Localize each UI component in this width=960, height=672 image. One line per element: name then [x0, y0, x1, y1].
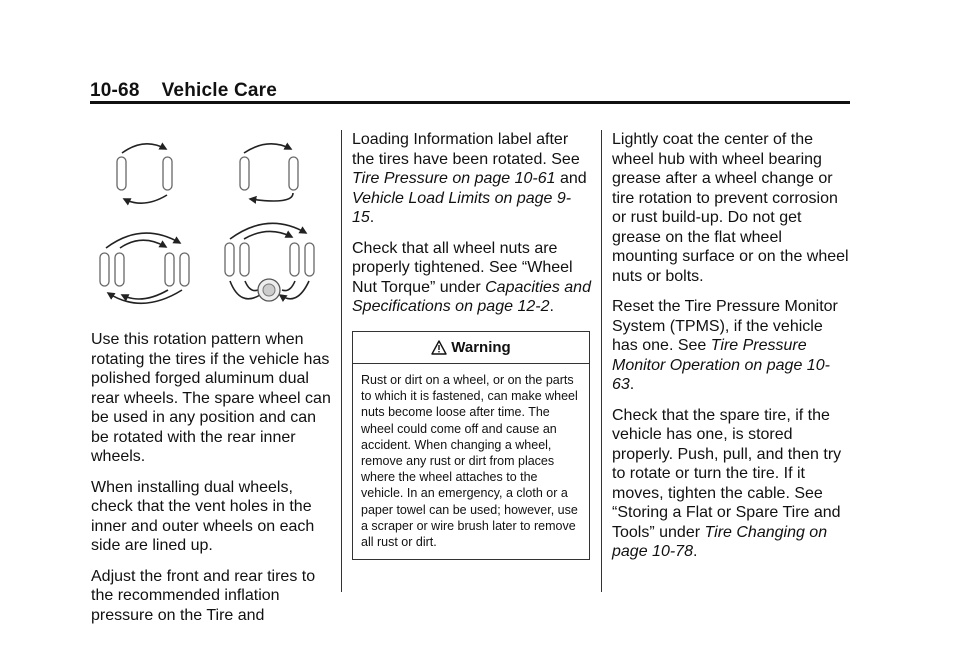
text-span: Check that all wheel nuts are properly tightened. See “Wheel Nut Torque” under — [352, 239, 573, 296]
text-span: Reset the Tire Pressure Monitor System (TPMS), if the vehicle has one. See — [612, 298, 838, 354]
text-span: and — [555, 170, 587, 187]
paragraph: Use this rotation pattern when rotating the tires if the vehicle has polished forged aluminum dual rear wheels. The spare wheel can be used in any position and can be rotated with the rear inner wheels. — [91, 331, 331, 465]
warning-triangle-icon — [431, 340, 447, 355]
paragraph — [612, 297, 852, 395]
page-reference-link[interactable]: Tire Pressure on page 10-61 — [352, 170, 556, 187]
spare-wheel-icon — [258, 279, 280, 301]
paragraph — [352, 239, 592, 317]
warning-body: Rust or dirt on a wheel, or on the parts to which it is fastened, can make wheel nuts become loose after time. The wheel could come off and cause an accident. When changing a wheel, remove any rust or dirt from places where the wheel attaches to the vehicle. In an emergency, a cloth or a paper towel can be used; however, use a scraper or wire brush later to remove all rust or dirt. — [361, 373, 578, 550]
page-reference-link[interactable]: Tire Pressure Monitor Operation on page 10-63 — [612, 337, 830, 393]
paragraph: When installing dual wheels, check that the vent holes in the inner and outer wheels on each side are lined up. — [91, 478, 315, 554]
paragraph: Lightly coat the center of the wheel hub with wheel bearing grease after a wheel change or tire rotation to prevent corrosion or rust build-up. Do not get grease on the flat wheel mounting surface or on the wheel nuts or bolts. — [612, 131, 849, 285]
page-reference-link[interactable]: Tire Changing on page 10-78 — [612, 523, 828, 560]
page-header — [90, 80, 277, 102]
warning-title: Warning — [451, 338, 511, 356]
section-title: Vehicle Care — [161, 80, 278, 101]
warning-box — [352, 331, 590, 561]
text-span: . — [369, 209, 375, 226]
page-number: 10-68 — [90, 80, 140, 101]
text-span: . — [692, 543, 698, 560]
header-rule — [90, 101, 850, 104]
column-1 — [91, 330, 336, 636]
column-divider — [341, 130, 342, 592]
page-reference-link[interactable]: Capacities and Specifications on page 12-2 — [352, 278, 591, 315]
warning-header — [353, 332, 589, 365]
paragraph — [352, 130, 592, 228]
text-span: Loading Information label after the tires have been rotated. See — [352, 131, 580, 168]
text-span: . — [629, 376, 635, 393]
tire-rotation-diagram — [92, 135, 332, 310]
column-3 — [612, 130, 852, 573]
page-reference-link[interactable]: Vehicle Load Limits on page 9-15 — [352, 189, 572, 226]
column-divider — [601, 130, 602, 592]
text-span: Check that the spare tire, if the vehicle has one, is stored properly. Push, pull, and then try to rotate or turn the tire. If it moves, tighten the cable. See “Storing a Flat or Spare Tire and Tools” under — [612, 406, 842, 541]
column-2 — [352, 130, 592, 560]
paragraph — [612, 406, 852, 562]
paragraph: Adjust the front and rear tires to the recommended inflation pressure on the Tire and — [91, 567, 316, 624]
text-span: . — [549, 298, 554, 315]
